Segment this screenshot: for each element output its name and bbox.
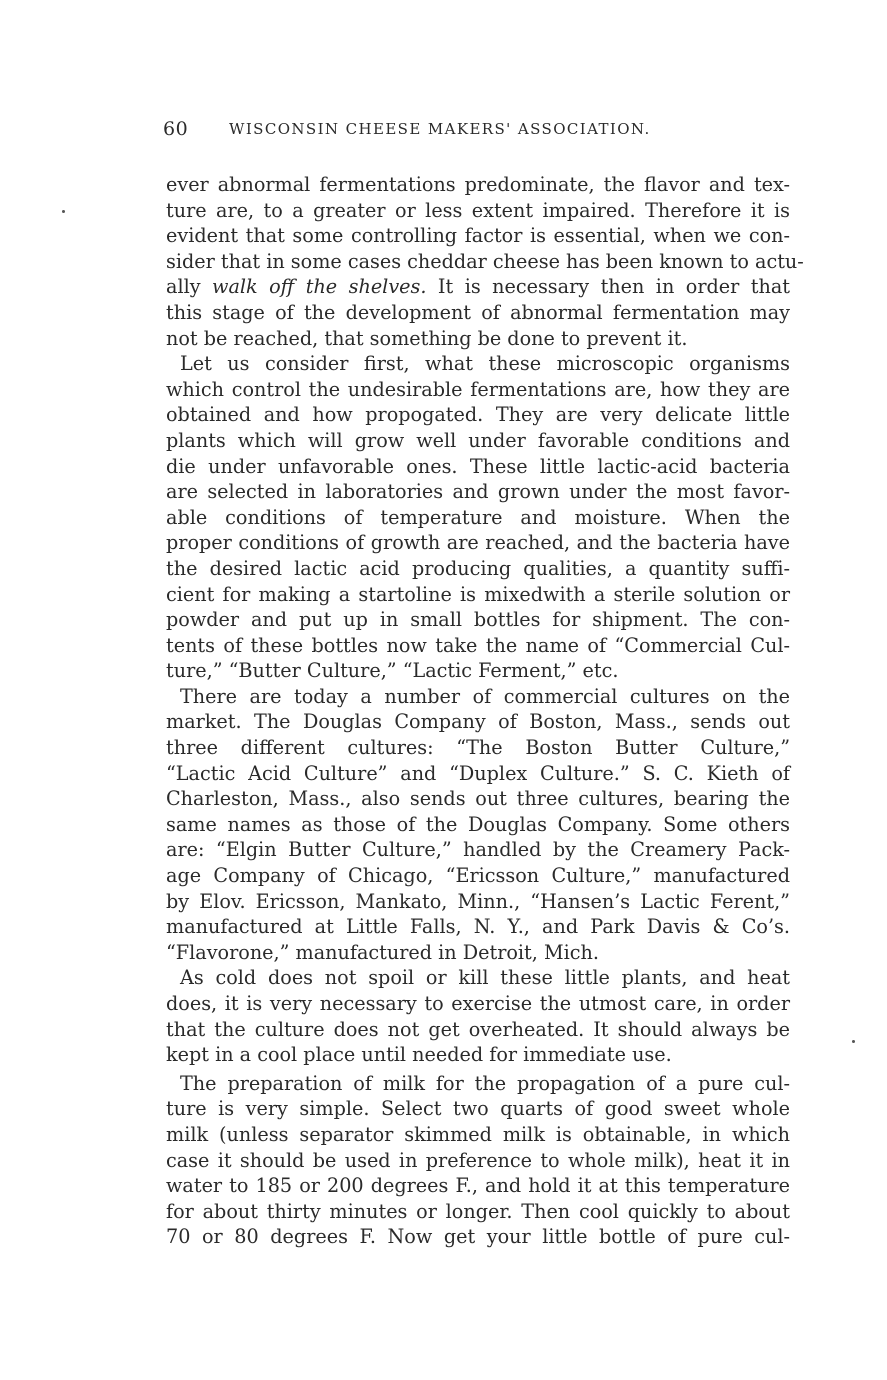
text-line: powder and put up in small bottles for shipment. The con- bbox=[166, 608, 790, 632]
text-line: As cold does not spoil or kill these little plants, and heat bbox=[180, 966, 790, 990]
text-line: same names as those of the Douglas Company. Some others bbox=[166, 812, 790, 836]
text-line: obtained and how propogated. They are very delicate little bbox=[166, 403, 790, 427]
text-line: The preparation of milk for the propagation of a pure cul- bbox=[180, 1071, 790, 1095]
text-line: Let us consider first, what these microscopic organisms bbox=[180, 352, 790, 376]
text-line: by Elov. Ericsson, Mankato, Minn., “Hansen’s Lactic Ferent,” bbox=[166, 889, 790, 913]
paragraph-2 bbox=[166, 351, 790, 684]
paragraph-4 bbox=[166, 965, 790, 1067]
paragraph-1 bbox=[166, 172, 804, 351]
text-line: “Flavorone,” manufactured in Detroit, Mich. bbox=[166, 940, 599, 964]
running-title: WISCONSIN CHEESE MAKERS' ASSOCIATION. bbox=[229, 120, 651, 138]
text-line: age Company of Chicago, “Ericsson Culture,” manufactured bbox=[166, 864, 790, 888]
text-line: 70 or 80 degrees F. Now get your little bottle of pure cul- bbox=[166, 1225, 790, 1249]
text-line: that the culture does not get overheated. It should always be bbox=[166, 1017, 790, 1041]
text-line: ever abnormal fermentations predominate, the flavor and tex- bbox=[166, 173, 790, 196]
text-line: kept in a cool place until needed for immediate use. bbox=[166, 1043, 672, 1067]
text-line: does, it is very necessary to exercise the utmost care, in order bbox=[166, 992, 790, 1015]
text-line: not be reached, that something be done to prevent it. bbox=[166, 326, 688, 350]
italic-phrase: walk off the shelves. bbox=[212, 275, 427, 299]
text-line: cient for making a startoline is mixedwith a sterile solution or bbox=[166, 582, 790, 606]
text-line: market. The Douglas Company of Boston, Mass., sends out bbox=[166, 710, 790, 734]
text-line: milk (unless separator skimmed milk is obtainable, in which bbox=[166, 1122, 790, 1146]
text-line: this stage of the development of abnormal fermentation may bbox=[166, 300, 790, 324]
page-number: 60 bbox=[163, 118, 189, 140]
text-line: sider that in some cases cheddar cheese has been known to actu- bbox=[166, 249, 804, 273]
text-line: case it should be used in preference to whole milk), heat it in bbox=[166, 1148, 790, 1172]
running-header bbox=[163, 118, 803, 148]
text-line: for about thirty minutes or longer. Then cool quickly to about bbox=[166, 1199, 790, 1223]
text-line: which control the undesirable fermentations are, how they are bbox=[166, 377, 790, 401]
scan-speck bbox=[62, 210, 65, 213]
text-line: manufactured at Little Falls, N. Y., and Park Davis & Co’s. bbox=[166, 915, 790, 939]
text-line: proper conditions of growth are reached, and the bacteria have bbox=[166, 531, 790, 555]
text-line: are: “Elgin Butter Culture,” handled by the Creamery Pack- bbox=[166, 838, 790, 862]
body-text bbox=[166, 172, 804, 1250]
text-line-with-italic: ally walk off the shelves. It is necessary then in order that bbox=[166, 275, 790, 299]
paragraph-3 bbox=[166, 684, 790, 966]
text-line: “Lactic Acid Culture” and “Duplex Culture.” S. C. Kieth of bbox=[166, 761, 790, 785]
text-line: are selected in laboratories and grown under the most favor- bbox=[166, 480, 790, 504]
text-line: ture,” “Butter Culture,” “Lactic Ferment,” etc. bbox=[166, 659, 619, 683]
text-line: able conditions of temperature and moisture. When the bbox=[166, 505, 790, 529]
text-line: There are today a number of commercial cultures on the bbox=[180, 684, 790, 708]
text-line: Charleston, Mass., also sends out three cultures, bearing the bbox=[166, 787, 790, 811]
text-line: evident that some controlling factor is essential, when we con- bbox=[166, 224, 790, 248]
text-line: ture is very simple. Select two quarts of good sweet whole bbox=[166, 1097, 790, 1121]
text-line: the desired lactic acid producing qualities, a quantity suffi- bbox=[166, 556, 790, 580]
text-line: water to 185 or 200 degrees F., and hold it at this temperature bbox=[166, 1174, 790, 1198]
text-line: ture are, to a greater or less extent impaired. Therefore it is bbox=[166, 198, 790, 222]
text-line: three different cultures: “The Boston Butter Culture,” bbox=[166, 736, 790, 760]
paragraph-5 bbox=[166, 1071, 790, 1250]
text-line: plants which will grow well under favorable conditions and bbox=[166, 428, 790, 452]
text-line: tents of these bottles now take the name of “Commercial Cul- bbox=[166, 633, 790, 657]
text-line: die under unfavorable ones. These little lactic-acid bacteria bbox=[166, 454, 790, 478]
scan-speck bbox=[852, 1040, 855, 1043]
